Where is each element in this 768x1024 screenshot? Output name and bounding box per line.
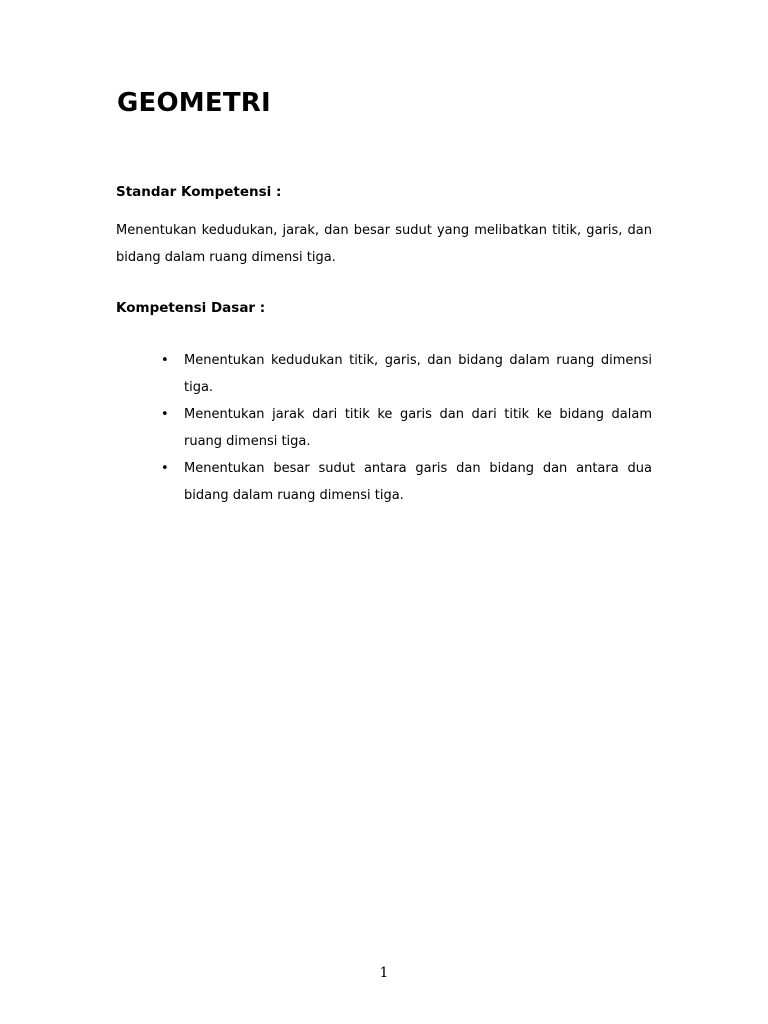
- kompetensi-dasar-list: [153, 347, 652, 509]
- page-title: GEOMETRI: [117, 88, 271, 118]
- bullet-icon: •: [161, 461, 169, 476]
- list-item: [153, 347, 652, 401]
- page-number: 1: [379, 965, 389, 981]
- list-item: [153, 455, 652, 509]
- list-item-text: Menentukan jarak dari titik ke garis dan dari titik ke bidang dalam ruang dimensi tiga.: [184, 407, 652, 449]
- list-item-text: Menentukan besar sudut antara garis dan bidang dan antara dua bidang dalam ruang dimensi tiga.: [184, 461, 652, 503]
- list-item-text: Menentukan kedudukan titik, garis, dan bidang dalam ruang dimensi tiga.: [184, 353, 652, 395]
- list-item: [153, 401, 652, 455]
- standar-kompetensi-heading: Standar Kompetensi :: [116, 184, 282, 200]
- kompetensi-dasar-heading: Kompetensi Dasar :: [116, 300, 266, 316]
- bullet-icon: •: [161, 407, 169, 422]
- standar-kompetensi-text: Menentukan kedudukan, jarak, dan besar sudut yang melibatkan titik, garis, dan bidang dalam ruang dimensi tiga.: [116, 223, 652, 265]
- bullet-icon: •: [161, 353, 169, 368]
